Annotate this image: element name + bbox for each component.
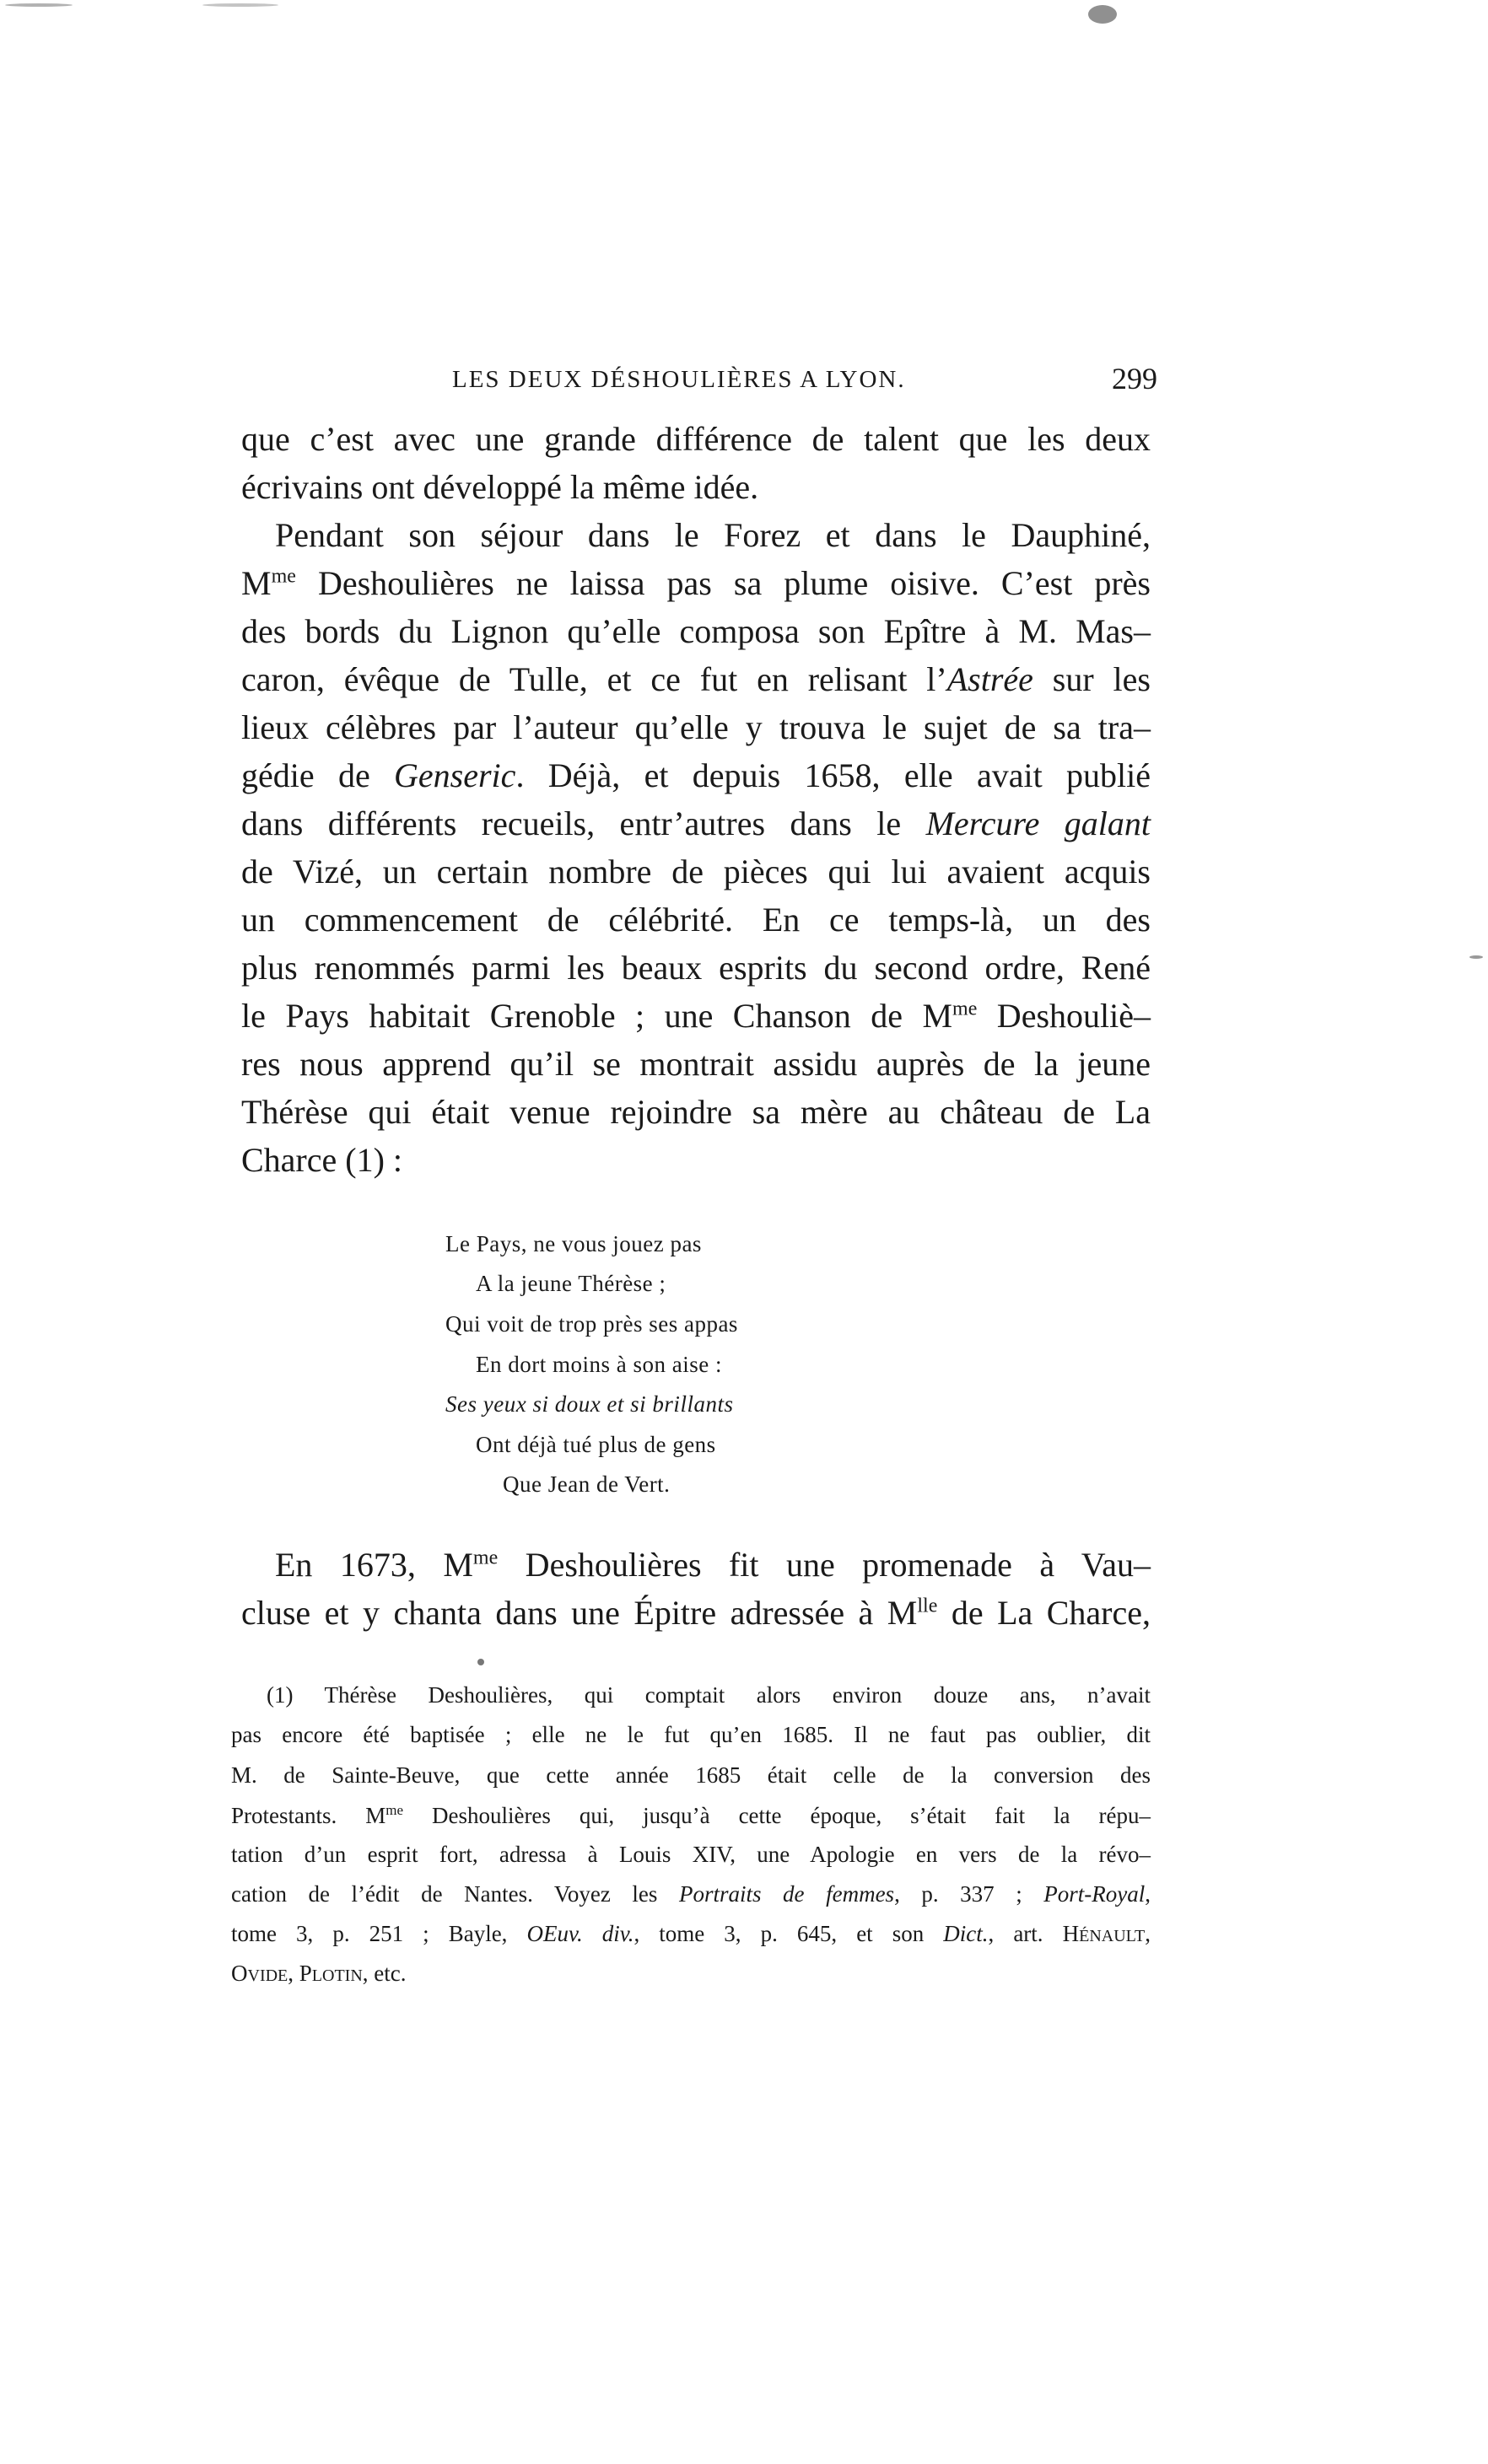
footnote-line: tation d’un esprit fort, adressa à Louis XIV, une Apologie en vers de la révo– — [231, 1842, 1151, 1867]
running-header — [261, 361, 1157, 403]
scan-speck — [1469, 955, 1483, 959]
scan-speck — [477, 1659, 484, 1665]
footnote-line: M. de Sainte-Beuve, que cette année 1685 était celle de la conversion des — [231, 1762, 1151, 1788]
body-line: Charce (1) : — [241, 1141, 403, 1179]
scan-speck — [202, 3, 278, 7]
verse-line: Ont déjà tué plus de gens — [476, 1432, 716, 1457]
body-line: res nous apprend qu’il se montrait assidu auprès de la jeune — [241, 1045, 1151, 1083]
footnote-line: pas encore été baptisée ; elle ne le fut qu’en 1685. Il ne faut pas oublier, dit — [231, 1722, 1151, 1747]
verse-line: Qui voit de trop près ses appas — [445, 1311, 738, 1337]
footnote-line: Protestants. $M^{me}$ Deshoulières qui, jusqu’à cette époque, s’était fait la répu– — [231, 1802, 1151, 1828]
page-number: 299 — [1112, 362, 1157, 395]
body-line: plus renommés parmi les beaux esprits du second ordre, René — [241, 949, 1151, 987]
body-line: le Pays habitait Grenoble ; une Chanson de $M^{me}$ Deshouliè– — [241, 997, 1151, 1035]
footnote-line: cation de l’édit de Nantes. Voyez les Portraits de femmes, p. 337 ; Port-Royal, — [231, 1881, 1151, 1907]
verse-line: A la jeune Thérèse ; — [476, 1271, 666, 1296]
verse-line: Que Jean de Vert. — [503, 1471, 671, 1497]
body-line: cluse et y chanta dans une Épitre adressée à $M^{lle}$ de La Charce, — [241, 1594, 1151, 1632]
body-line: gédie de Genseric. Déjà, et depuis 1658, elle avait publié — [241, 756, 1151, 794]
body-line: caron, évêque de Tulle, et ce fut en relisant l’Astrée sur les — [241, 660, 1151, 698]
footnote-line: tome 3, p. 251 ; Bayle, OEuv. div., tome 3, p. 645, et son Dict., art. HÉNAULT, — [231, 1921, 1151, 1946]
body-line: écrivains ont développé la même idée. — [241, 468, 759, 506]
verse-line: En dort moins à son aise : — [476, 1352, 722, 1377]
body-line: Pendant son séjour dans le Forez et dans le Dauphiné, — [275, 516, 1151, 554]
body-line: lieux célèbres par l’auteur qu’elle y trouva le sujet de sa tra– — [241, 708, 1151, 746]
body-line: Thérèse qui était venue rejoindre sa mère au château de La — [241, 1093, 1151, 1131]
running-title: LES DEUX DÉSHOULIÈRES A LYON. — [452, 366, 906, 393]
body-line: de Vizé, un certain nombre de pièces qui lui avaient acquis — [241, 853, 1151, 890]
scan-speck — [1088, 5, 1117, 24]
scan-speck — [5, 3, 73, 7]
body-line: un commencement de célébrité. En ce temps-là, un des — [241, 901, 1151, 939]
body-line: des bords du Lignon qu’elle composa son Epître à M. Mas– — [241, 612, 1151, 650]
body-line: dans différents recueils, entr’autres dans le Mercure galant — [241, 804, 1151, 842]
footnote-line: OVIDE, PLOTIN, etc. — [231, 1961, 407, 1986]
body-line: que c’est avec une grande différence de talent que les deux — [241, 420, 1151, 458]
verse-line: Ses yeux si doux et si brillants — [445, 1391, 734, 1417]
footnote-line: (1) Thérèse Deshoulières, qui comptait alors environ douze ans, n’avait — [267, 1682, 1151, 1708]
verse-line: Le Pays, ne vous jouez pas — [445, 1231, 702, 1256]
body-line: En 1673, $M^{me}$ Deshoulières fit une promenade à Vau– — [275, 1546, 1151, 1584]
body-line: $M^{me}$ Deshoulières ne laissa pas sa plume oisive. C’est près — [241, 564, 1151, 602]
